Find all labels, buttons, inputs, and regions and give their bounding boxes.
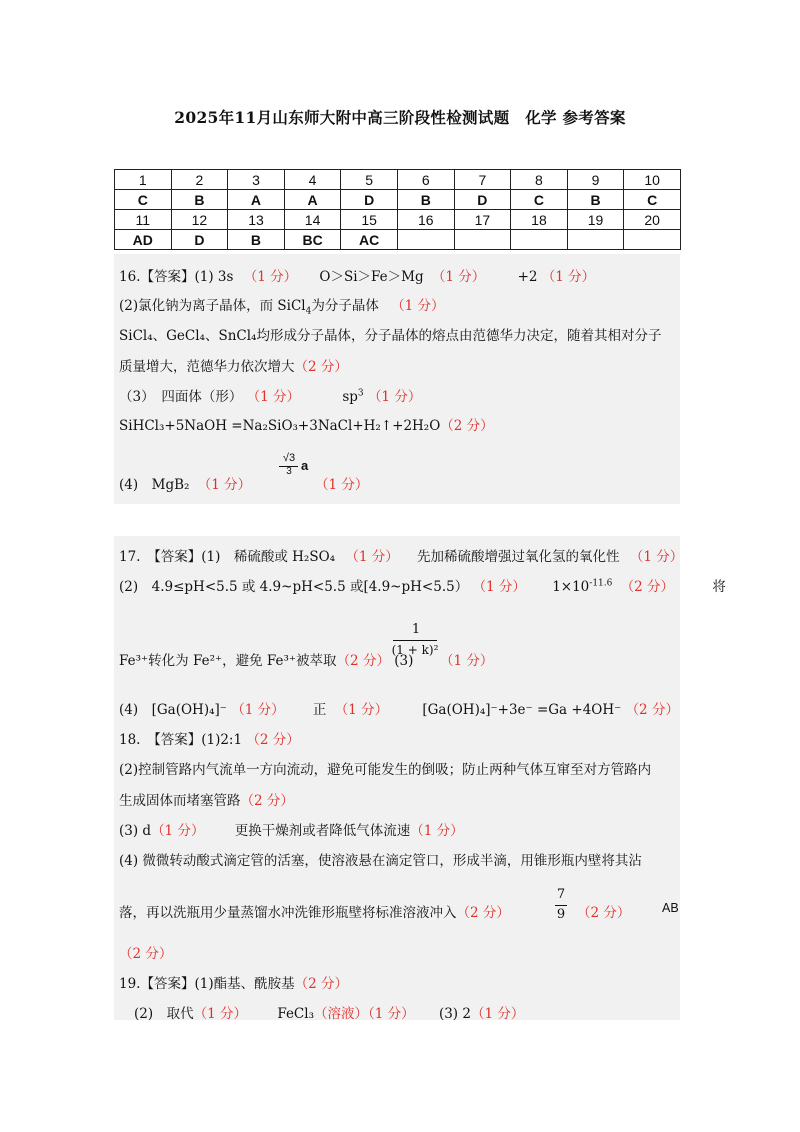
answer-18-part2-end: 生成固体而堵塞管路	[119, 793, 241, 809]
answer-17-part2: (2) 4.9≤pH<5.5 或 4.9~pH<5.5 或[4.9~pH<5.5）	[119, 579, 469, 595]
answer-16-part3: （3） 四面体（形）	[119, 389, 243, 405]
answer-16-part4: (4) MgB₂	[119, 477, 190, 493]
table-cell: D	[454, 190, 511, 210]
score: （1 分）	[334, 702, 389, 718]
score: （1 分）	[193, 1006, 248, 1022]
equation: [Ga(OH)₄]⁻+3e⁻ =Ga +4OH⁻	[422, 702, 622, 718]
score: （2 分）	[577, 905, 631, 921]
table-cell: 6	[397, 170, 454, 190]
reagent: FeCl₃	[277, 1006, 314, 1022]
answer-18-part4-end: 落，再以洗瓶用少量蒸馏水冲洗锥形瓶壁将标准溶液冲入	[119, 905, 457, 921]
answer-table-row-answers	[115, 190, 681, 210]
table-cell: AD	[115, 230, 172, 250]
table-cell	[397, 230, 454, 250]
answer-16-line-5	[119, 385, 421, 405]
score: （1 分）	[541, 269, 596, 285]
answer-17-part1-note: 先加稀硫酸增强过氧化氢的氧化性	[417, 549, 620, 565]
answer-18-line-1	[119, 728, 300, 748]
fraction-denominator: 9	[556, 907, 566, 922]
table-cell: 14	[284, 210, 341, 230]
table-cell: 18	[511, 210, 568, 230]
table-cell	[567, 230, 624, 250]
answer-16-line-3: SiCl₄、GeCl₄、SnCl₄均形成分子晶体，分子晶体的熔点由范德华力决定，随着其相对分子	[119, 328, 662, 344]
answer-17-19-background	[114, 536, 680, 1020]
answer-18-line-5: (4) 微微转动酸式滴定管的活塞，使溶液悬在滴定管口，形成半滴，用锥形瓶内壁将其沾	[119, 853, 642, 869]
answer-17-part3: (3)	[394, 653, 414, 669]
score: （1 分）	[368, 1006, 415, 1022]
score: （1 分）	[629, 549, 684, 565]
answer-17-part2-explain: Fe³⁺转化为 Fe²⁺，避免 Fe³⁺被萃取	[119, 653, 337, 669]
answer-table-row-numbers	[115, 170, 681, 190]
score: （1 分）	[231, 702, 285, 718]
table-cell: 5	[341, 170, 398, 190]
table-cell: B	[228, 230, 285, 250]
score: （1 分）	[246, 389, 301, 405]
table-cell: 9	[567, 170, 624, 190]
superscript: -11.6	[589, 578, 613, 589]
table-cell: C	[624, 190, 681, 210]
answer-16-order: O＞Si＞Fe＞Mg	[319, 269, 424, 285]
answer-16-line-4	[119, 355, 348, 375]
table-cell	[511, 230, 568, 250]
table-cell: A	[284, 190, 341, 210]
answer-18-line-3	[119, 789, 294, 809]
answer-18-line-2: (2)控制管路内气流单一方向流动，避免可能发生的倒吸；防止两种气体互窜至对方管路内	[119, 762, 652, 778]
answer-table-row-numbers	[115, 210, 681, 230]
answer-table	[114, 169, 681, 250]
score: （1 分）	[367, 389, 422, 405]
answer-18-part1: 18. 【答案】(1)2:1	[119, 732, 243, 748]
score: （1 分）	[410, 823, 464, 839]
answer-16-background	[114, 254, 680, 504]
equation: SiHCl₃+5NaOH =Na₂SiO₃+3NaCl+H₂↑+2H₂O	[119, 418, 441, 434]
table-cell: B	[171, 190, 228, 210]
table-cell: C	[511, 190, 568, 210]
answer-19-part3: (3) 2	[438, 1006, 471, 1022]
score: （2 分）	[336, 653, 390, 669]
table-cell: 2	[171, 170, 228, 190]
table-cell: D	[341, 190, 398, 210]
table-cell: 11	[115, 210, 172, 230]
answer-19-part2: (2) 取代	[134, 1006, 194, 1022]
score: （2 分）	[240, 793, 294, 809]
table-cell: 7	[454, 170, 511, 190]
table-cell	[454, 230, 511, 250]
reagent-note: （溶液）	[314, 1006, 368, 1022]
ksp-value: 1×10	[552, 579, 590, 595]
answer-16-part2: (2)氯化钠为离子晶体，而 SiCl	[119, 298, 306, 314]
answer-16-line-6	[119, 414, 494, 434]
answer-17-part1: 17. 【答案】(1) 稀硫酸或 H₂SO₄	[119, 549, 336, 565]
answer-17-line-2	[119, 575, 726, 595]
table-cell: 4	[284, 170, 341, 190]
table-cell: 13	[228, 210, 285, 230]
score: （1 分）	[470, 1006, 525, 1022]
score: （1 分）	[472, 579, 526, 595]
variable-a: a	[301, 458, 309, 473]
table-cell: AC	[341, 230, 398, 250]
table-cell: 20	[624, 210, 681, 230]
answer-17-line-4	[119, 698, 679, 718]
answer-16-part1: 16.【答案】(1) 3s	[119, 269, 234, 285]
fraction-bar	[393, 640, 437, 641]
superscript: 3	[357, 388, 364, 399]
answer-17-part2-cont: 将	[712, 579, 726, 595]
fraction-bar	[555, 905, 567, 906]
table-cell: 16	[397, 210, 454, 230]
table-cell: 15	[341, 210, 398, 230]
subscript: 4	[305, 306, 312, 317]
table-cell	[624, 230, 681, 250]
page-title: 2025年11月山东师大附中高三阶段性检测试题 化学 参考答案	[174, 108, 626, 127]
score: （1 分）	[391, 298, 445, 314]
table-cell: B	[397, 190, 454, 210]
answer-17-line-1	[119, 545, 683, 565]
fraction-numerator: √3	[282, 452, 296, 464]
answer-17-line-3	[119, 649, 413, 669]
score: （2 分）	[620, 579, 675, 595]
score: （2 分）	[294, 359, 348, 375]
answer-16-line-2	[119, 294, 445, 317]
table-cell: 12	[171, 210, 228, 230]
score: （2 分）	[246, 732, 300, 748]
hybridization: sp	[342, 389, 358, 405]
score: （1 分）	[315, 477, 369, 493]
answer-19-line-2	[134, 1002, 524, 1022]
score: （2 分）	[625, 702, 679, 718]
score: （1 分）	[243, 269, 298, 285]
score: （1 分）	[197, 477, 252, 493]
score: （2 分）	[294, 976, 348, 992]
score: （2 分）	[119, 946, 173, 962]
answer-16-part2-explain: 质量增大，范德华力依次增大	[119, 359, 295, 375]
answer-18-part3-note: 更换干燥剂或者降低气体流速	[234, 823, 411, 839]
table-cell: BC	[284, 230, 341, 250]
answer-16-valence: +2	[517, 269, 538, 285]
answer-16-part2-cont: 为分子晶体	[311, 298, 379, 314]
answer-18-choice: AB	[662, 901, 679, 915]
electrode: 正	[312, 702, 327, 718]
table-cell: 8	[511, 170, 568, 190]
score: （2 分）	[440, 418, 494, 434]
answer-16-line-1	[119, 265, 595, 285]
answer-19-part1: 19.【答案】(1)酯基、酰胺基	[119, 976, 295, 992]
fraction-denominator: (1 + k)²	[391, 643, 439, 657]
table-cell: 19	[567, 210, 624, 230]
table-cell: C	[115, 190, 172, 210]
score: （2 分）	[456, 905, 510, 921]
answer-19-line-1	[119, 972, 348, 992]
table-cell: A	[228, 190, 285, 210]
table-cell: B	[567, 190, 624, 210]
answer-18-line-4	[119, 819, 464, 839]
table-cell: 10	[624, 170, 681, 190]
table-cell: D	[171, 230, 228, 250]
score: （1 分）	[345, 549, 399, 565]
answer-16-line-7	[119, 473, 251, 493]
answer-17-part4: (4) [Ga(OH)₄]⁻	[119, 702, 227, 718]
score: （1 分）	[151, 823, 205, 839]
table-cell: 3	[228, 170, 285, 190]
answer-18-part3: (3) d	[119, 823, 152, 839]
score: （1 分）	[440, 653, 494, 669]
answer-18-line-6	[119, 901, 510, 921]
fraction-numerator: 7	[556, 887, 566, 902]
fraction-numerator: 1	[411, 622, 421, 637]
answer-table-row-answers	[115, 230, 681, 250]
score: （1 分）	[431, 269, 486, 285]
table-cell: 17	[454, 210, 511, 230]
fraction-denominator: 3	[286, 466, 292, 477]
table-cell: 1	[115, 170, 172, 190]
